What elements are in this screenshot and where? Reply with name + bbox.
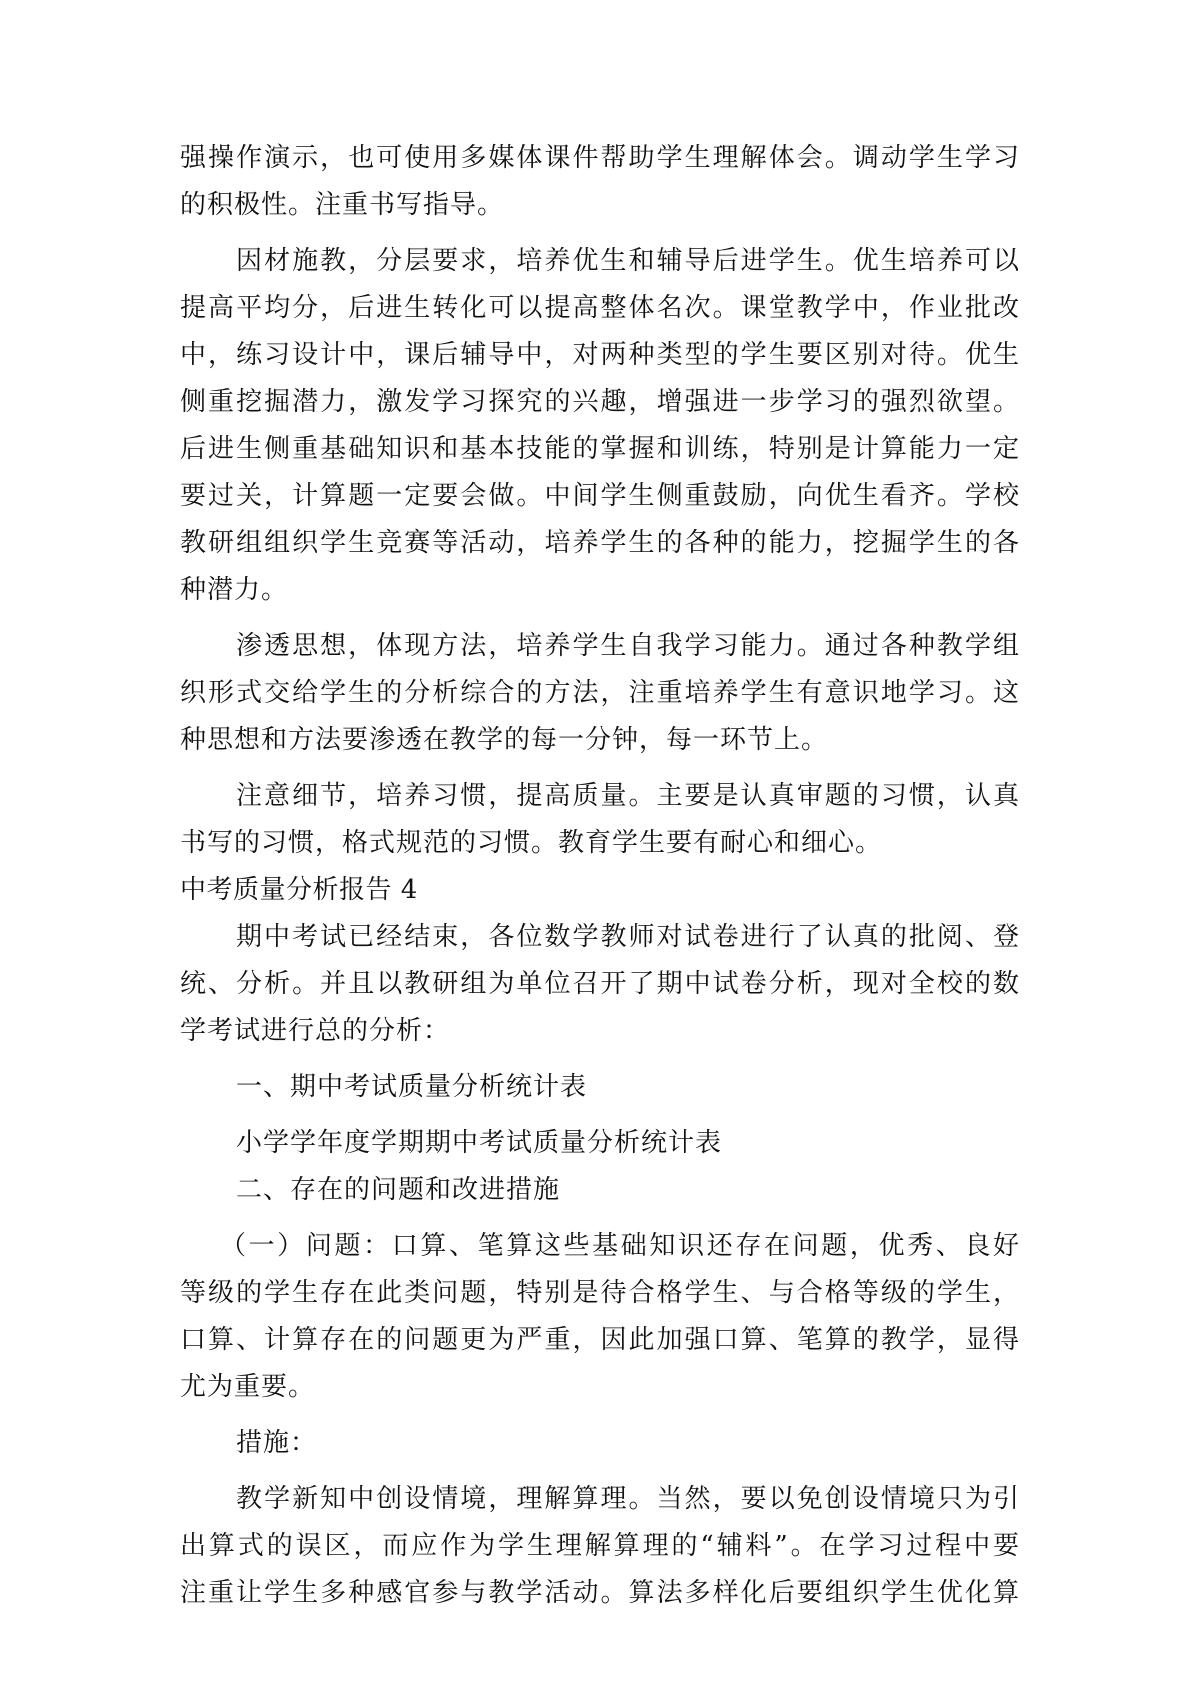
text-line: 注意细节，培养习惯，提高质量。主要是认真审题的习惯，认真: [236, 781, 1020, 811]
paragraph-gap: [180, 229, 1020, 238]
paragraph-gap: [180, 1467, 1020, 1476]
text-line: 的积极性。注重书写指导。: [180, 190, 505, 220]
text-line: 口算、计算存在的问题更为严重，因此加强口算、笔算的教学，显得: [180, 1325, 1020, 1355]
text-line: 中考质量分析报告 4: [180, 875, 418, 905]
text-line: 统、分析。并且以教研组为单位召开了期中试卷分析，现对全校的数: [180, 969, 1020, 999]
paragraph-gap: [180, 764, 1020, 773]
paragraph-gap: [180, 1111, 1020, 1120]
text-line: 教学新知中创设情境，理解算理。当然，要以免创设情境只为引: [236, 1484, 1020, 1514]
text-line: 渗透思想，体现方法，培养学生自我学习能力。通过各种教学组: [236, 631, 1020, 661]
text-line: 措施：: [236, 1428, 318, 1458]
text-line: 要过关，计算题一定要会做。中间学生侧重鼓励，向优生看齐。学校: [180, 481, 1020, 511]
text-line: 注重让学生多种感官参与教学活动。算法多样化后要组织学生优化算: [180, 1578, 1020, 1608]
text-line: 小学学年度学期期中考试质量分析统计表: [236, 1128, 723, 1158]
paragraph-gap: [180, 1411, 1020, 1420]
text-line: 强操作演示，也可使用多媒体课件帮助学生理解体会。调动学生学习: [180, 143, 1020, 173]
document-page: [180, 135, 1020, 1617]
text-line: 因材施教，分层要求，培养优生和辅导后进学生。优生培养可以: [236, 246, 1020, 276]
text-line: 中，练习设计中，课后辅导中，对两种类型的学生要区别对待。优生: [180, 340, 1020, 370]
paragraph-gap: [180, 614, 1020, 623]
text-line: （一）问题：口算、笔算这些基础知识还存在问题，优秀、良好: [220, 1231, 1020, 1261]
paragraph-gap: [180, 1214, 1020, 1223]
text-line: 一、期中考试质量分析统计表: [236, 1072, 588, 1102]
text-line: 书写的习惯，格式规范的习惯。教育学生要有耐心和细心。: [180, 828, 883, 858]
text-line: 尤为重要。: [180, 1372, 316, 1402]
text-line: 种思想和方法要渗透在教学的每一分钟，每一环节上。: [180, 725, 829, 755]
text-line: 二、存在的问题和改进措施: [236, 1175, 561, 1205]
text-line: 学考试进行总的分析：: [180, 1016, 451, 1046]
text-line: 后进生侧重基础知识和基本技能的掌握和训练，特别是计算能力一定: [180, 434, 1020, 464]
text-line: 侧重挖掘潜力，激发学习探究的兴趣，增强进一步学习的强烈欲望。: [180, 387, 1020, 417]
text-line: 等级的学生存在此类问题，特别是待合格学生、与合格等级的学生，: [180, 1278, 1020, 1308]
text-line: 织形式交给学生的分析综合的方法，注重培养学生有意识地学习。这: [180, 678, 1020, 708]
text-line: 提高平均分，后进生转化可以提高整体名次。课堂教学中，作业批改: [180, 293, 1020, 323]
text-line: 种潜力。: [180, 575, 289, 605]
paragraph-gap: [180, 1055, 1020, 1064]
text-line: 出算式的误区，而应作为学生理解算理的“辅料”。在学习过程中要: [180, 1531, 1020, 1561]
text-line: 期中考试已经结束，各位数学教师对试卷进行了认真的批阅、登: [236, 922, 1020, 952]
text-line: 教研组组织学生竞赛等活动，培养学生的各种的能力，挖掘学生的各: [180, 528, 1020, 558]
